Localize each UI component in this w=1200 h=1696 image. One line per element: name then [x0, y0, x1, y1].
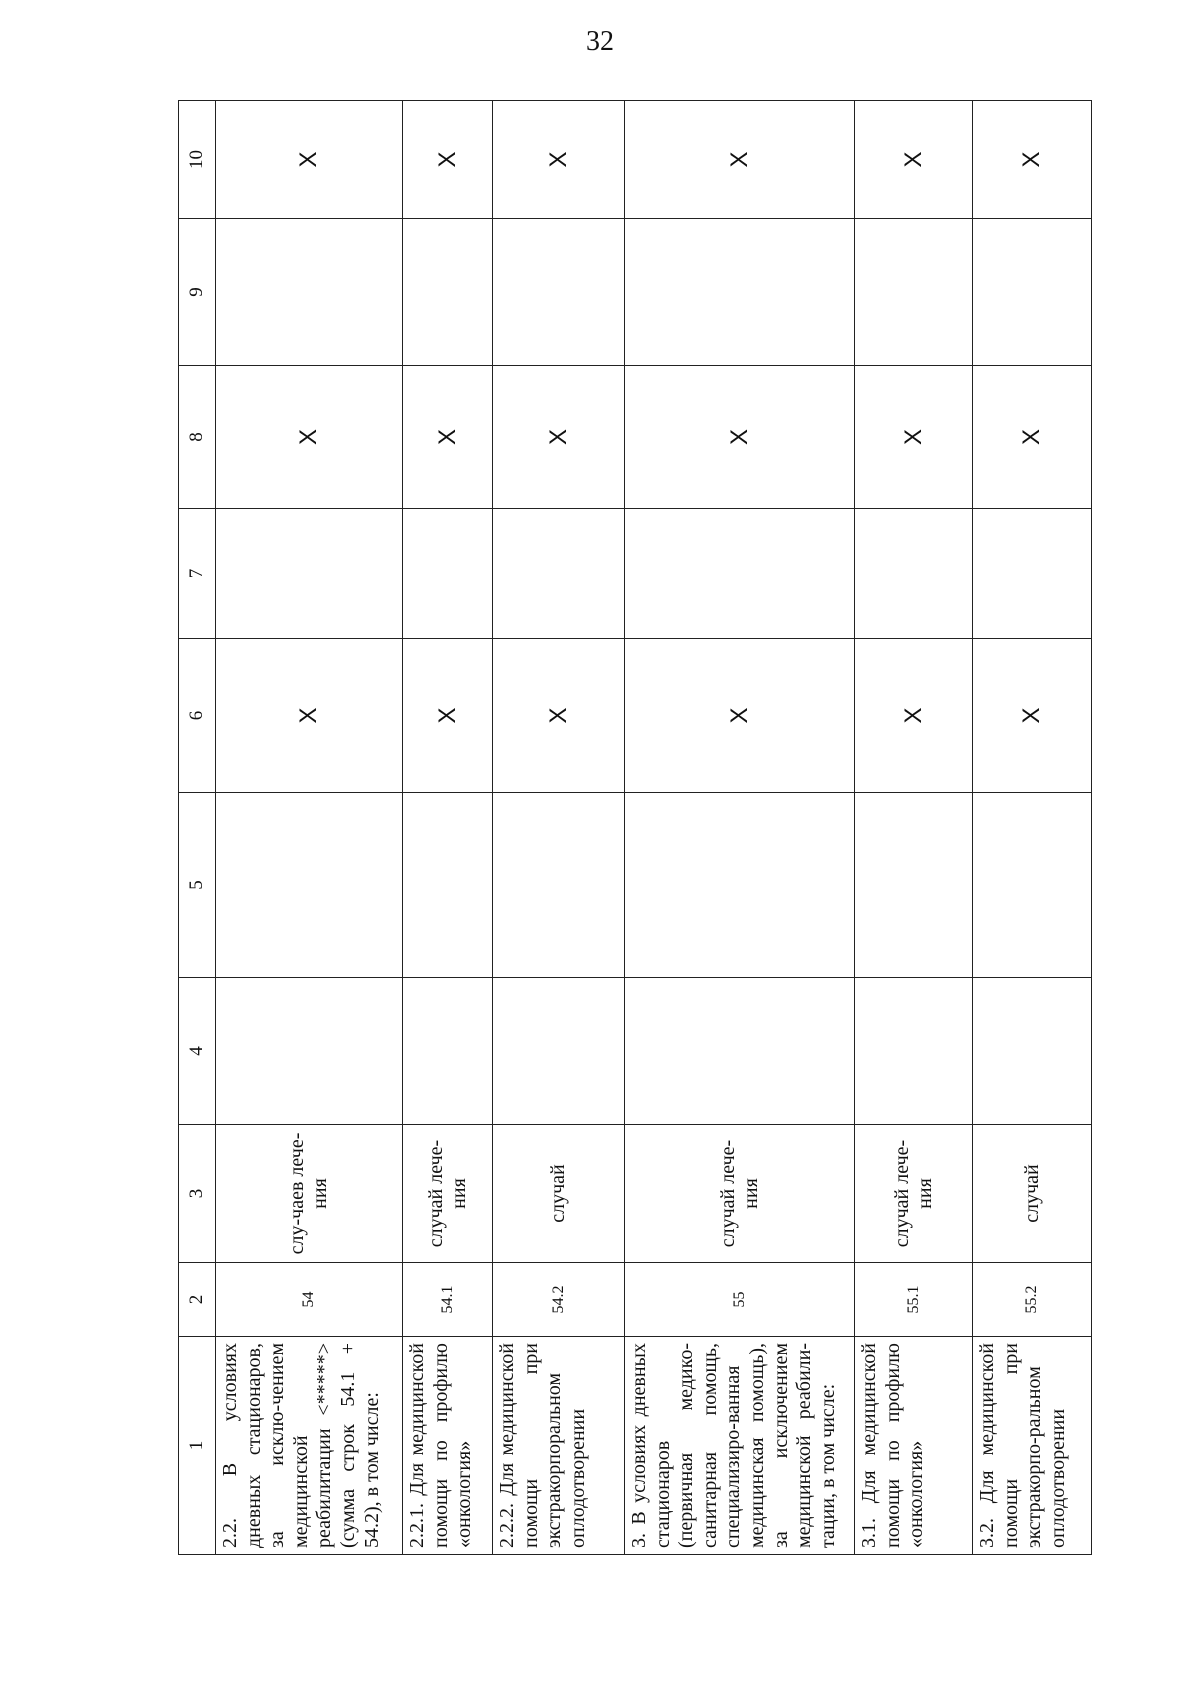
row-code: 55.1 [855, 1263, 973, 1337]
value-cell [625, 509, 855, 639]
value-cell [493, 978, 625, 1125]
row-code: 54 [216, 1263, 403, 1337]
column-header: 9 [179, 219, 216, 366]
value-cell [625, 978, 855, 1125]
unit-cell: случай [973, 1125, 1092, 1263]
table-row [403, 101, 493, 1555]
not-applicable-cell: X [625, 366, 855, 509]
value-cell [625, 219, 855, 366]
not-applicable-cell: X [403, 366, 493, 509]
row-title: 2.2.2. Для медицинской помощи при экстракорпоральном оплодотворении [493, 1337, 625, 1555]
row-title: 3.2. Для медицинской помощи при экстракорпо-ральном оплодотворении [973, 1337, 1092, 1555]
row-code: 54.1 [403, 1263, 493, 1337]
not-applicable-cell: X [625, 101, 855, 219]
value-cell [973, 978, 1092, 1125]
column-header: 3 [179, 1125, 216, 1263]
column-header: 1 [179, 1337, 216, 1555]
table-row [855, 101, 973, 1555]
value-cell [493, 793, 625, 978]
row-code: 55 [625, 1263, 855, 1337]
rotated-table-container [178, 101, 1069, 1555]
not-applicable-cell: X [216, 639, 403, 793]
value-cell [216, 978, 403, 1125]
unit-cell: случай лече-ния [403, 1125, 493, 1263]
not-applicable-cell: X [216, 101, 403, 219]
not-applicable-cell: X [973, 366, 1092, 509]
value-cell [855, 978, 973, 1125]
not-applicable-cell: X [493, 101, 625, 219]
row-code: 54.2 [493, 1263, 625, 1337]
not-applicable-cell: X [493, 366, 625, 509]
value-cell [216, 509, 403, 639]
value-cell [493, 509, 625, 639]
not-applicable-cell: X [855, 366, 973, 509]
value-cell [855, 219, 973, 366]
row-title: 2.2. В условиях дневных стационаров, за исклю-чением медицинской реабилитации <*****> (сумма строк 54.1 + 54.2), в том числе: [216, 1337, 403, 1555]
unit-cell: случай лече-ния [855, 1125, 973, 1263]
page-number: 32 [586, 26, 614, 57]
value-cell [855, 793, 973, 978]
table-row [973, 101, 1092, 1555]
value-cell [493, 219, 625, 366]
column-header: 2 [179, 1263, 216, 1337]
table-row [216, 101, 403, 1555]
value-cell [855, 509, 973, 639]
value-cell [973, 793, 1092, 978]
not-applicable-cell: X [625, 639, 855, 793]
value-cell [216, 219, 403, 366]
unit-cell: случай лече-ния [625, 1125, 855, 1263]
row-title: 3.1. Для медицинской помощи по профилю «онкология» [855, 1337, 973, 1555]
column-number-row [179, 101, 216, 1555]
unit-cell: случай [493, 1125, 625, 1263]
value-cell [403, 219, 493, 366]
value-cell [973, 219, 1092, 366]
not-applicable-cell: X [216, 366, 403, 509]
column-header: 5 [179, 793, 216, 978]
column-header: 8 [179, 366, 216, 509]
column-header: 4 [179, 978, 216, 1125]
table-row [493, 101, 625, 1555]
value-cell [403, 793, 493, 978]
data-table [178, 100, 1092, 1555]
not-applicable-cell: X [855, 101, 973, 219]
value-cell [403, 978, 493, 1125]
column-header: 6 [179, 639, 216, 793]
row-title: 2.2.1. Для медицинской помощи по профилю «онкология» [403, 1337, 493, 1555]
not-applicable-cell: X [855, 639, 973, 793]
unit-cell: слу-чаев лече-ния [216, 1125, 403, 1263]
not-applicable-cell: X [973, 101, 1092, 219]
column-header: 10 [179, 101, 216, 219]
table-row [625, 101, 855, 1555]
row-code: 55.2 [973, 1263, 1092, 1337]
value-cell [625, 793, 855, 978]
value-cell [973, 509, 1092, 639]
not-applicable-cell: X [403, 639, 493, 793]
column-header: 7 [179, 509, 216, 639]
row-title: 3. В условиях дневных стационаров (первичная медико-санитарная помощь, специализиро-ванная медицинская помощь), за исключением медицинской реабили-тации, в том числе: [625, 1337, 855, 1555]
not-applicable-cell: X [493, 639, 625, 793]
not-applicable-cell: X [973, 639, 1092, 793]
not-applicable-cell: X [403, 101, 493, 219]
value-cell [216, 793, 403, 978]
value-cell [403, 509, 493, 639]
